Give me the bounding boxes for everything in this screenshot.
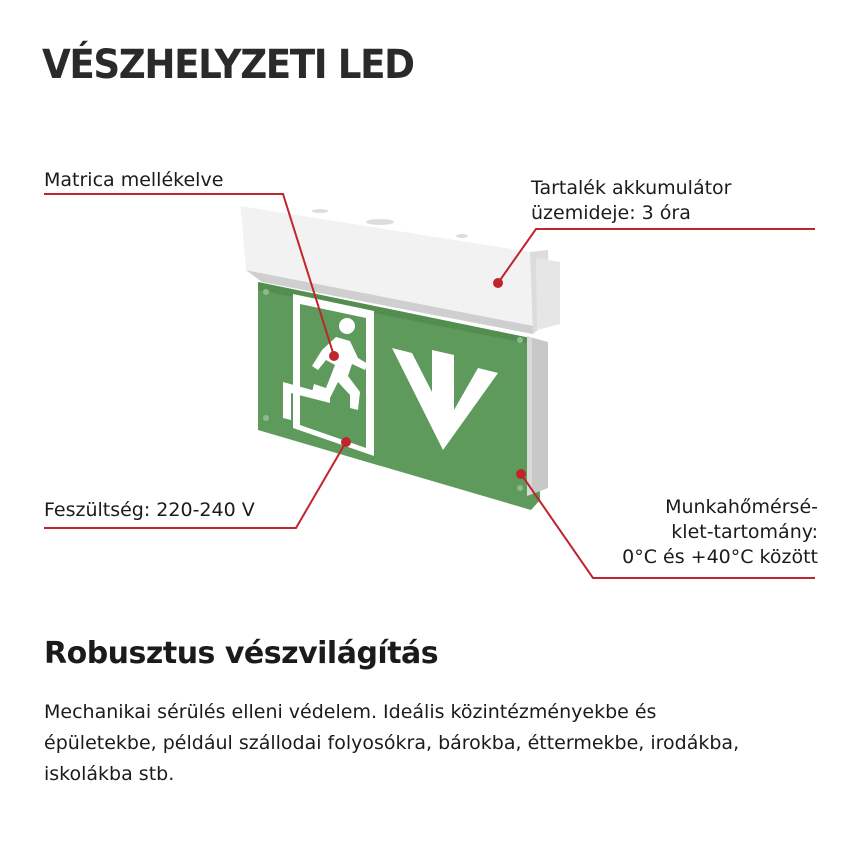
section-description: Mechanikai sérülés elleni védelem. Ideális közintézményekbe és épületekbe, például szállodai folyosókra, bárokba, éttermekbe, irodákba, iskolákba stb. [44, 701, 740, 785]
callout-battery-label [531, 176, 731, 226]
section-heading: Robusztus vészvilágítás [44, 636, 439, 671]
callout-dot-voltage [341, 437, 351, 447]
callout-temp-line2: klet-tartomány: [671, 521, 818, 543]
callout-battery-line1: Tartalék akkumulátor [531, 177, 732, 199]
callout-dot-temp [516, 469, 526, 479]
callout-sticker-label: Matrica mellékelve [44, 169, 224, 191]
callout-temp-line1: Munkahőmérsé- [665, 496, 818, 518]
callout-dot-battery [493, 278, 503, 288]
page-title: VÉSZHELYZETI LED [42, 42, 414, 88]
callout-battery-line2: üzemideje: 3 óra [531, 202, 691, 224]
callout-dot-sticker [329, 351, 339, 361]
callout-temp-line3: 0°C és +40°C között [622, 546, 818, 568]
callout-temp-label [622, 495, 818, 570]
callout-voltage-label: Feszültség: 220-240 V [44, 499, 255, 521]
